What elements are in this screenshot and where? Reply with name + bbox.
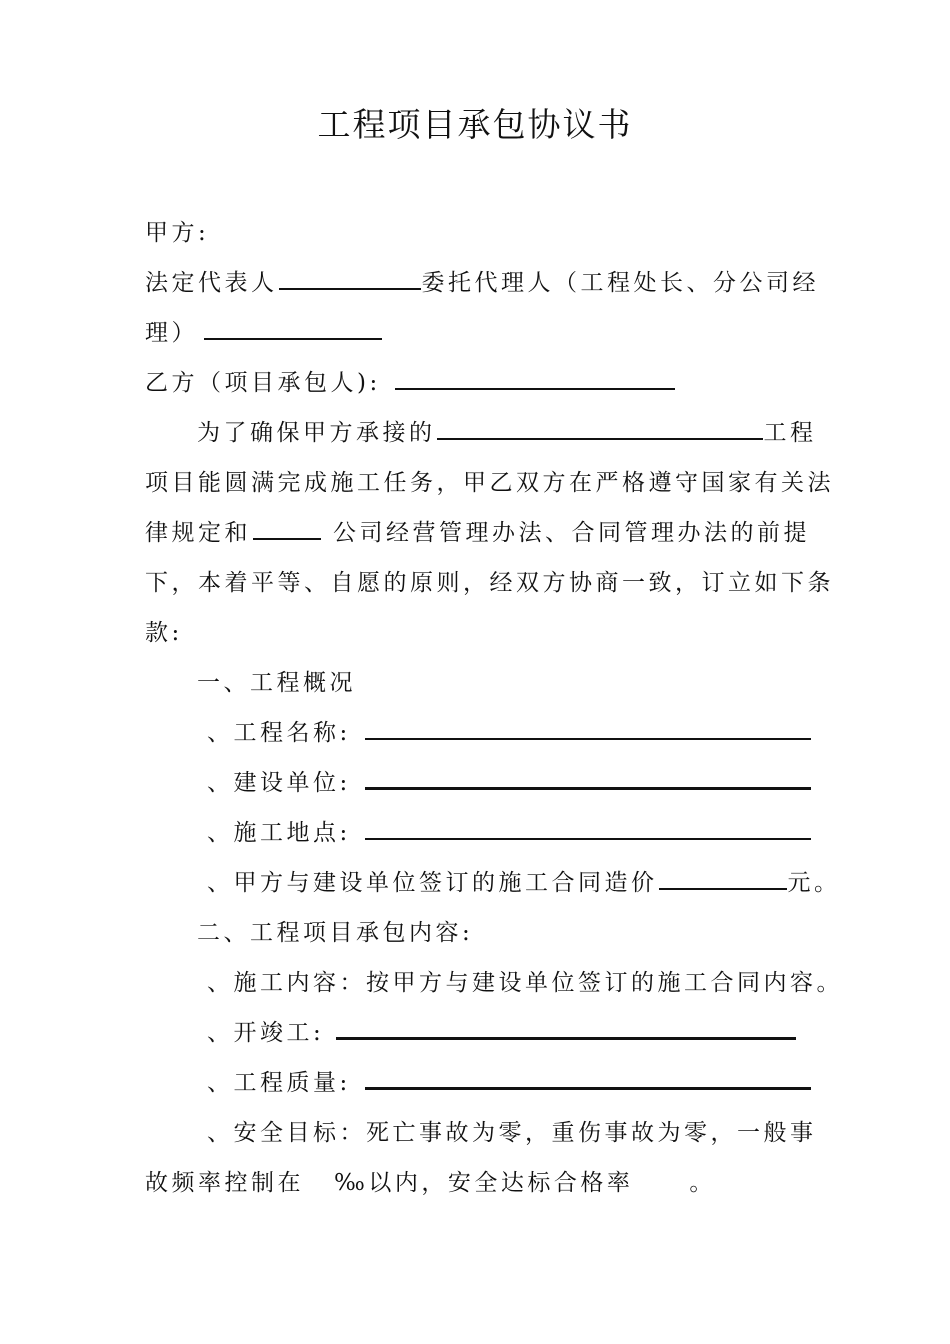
builder-blank[interactable]	[365, 765, 811, 790]
location-line	[207, 808, 813, 858]
price-line	[207, 858, 841, 908]
intro-text-1b: 工程	[763, 420, 817, 446]
schedule-line	[207, 1008, 798, 1058]
quality-label: 、工程质量:	[207, 1070, 351, 1096]
intro-line-2	[145, 458, 834, 508]
intro-line-3	[145, 508, 810, 558]
builder-label: 、建设单位:	[207, 770, 351, 796]
content-line	[207, 958, 843, 1008]
intro-text-2: 项目能圆满完成施工任务，甲乙双方在严格遵守国家有关法	[145, 470, 834, 496]
section2-heading-text: 二、工程项目承包内容:	[197, 920, 474, 946]
intro-line-5	[145, 608, 183, 658]
quality-blank[interactable]	[365, 1065, 811, 1090]
schedule-blank[interactable]	[336, 1015, 796, 1040]
company-blank[interactable]	[253, 516, 321, 540]
party-a-line	[145, 208, 209, 258]
content-text: 、施工内容：按甲方与建设单位签订的施工合同内容。	[207, 970, 843, 996]
agent-label: 委托代理人（工程处长、分公司经	[421, 270, 819, 296]
section1-heading	[197, 658, 356, 708]
project-name-line	[207, 708, 813, 758]
price-unit: 元。	[787, 870, 841, 896]
document-title: 工程项目承包协议书	[317, 105, 633, 144]
schedule-label: 、开竣工:	[207, 1020, 325, 1046]
project-name-label: 、工程名称:	[207, 720, 351, 746]
price-label: 、甲方与建设单位签订的施工合同造价	[207, 870, 658, 896]
intro-text-3a: 律规定和	[145, 520, 251, 546]
party-a-label: 甲方:	[145, 220, 210, 246]
legal-rep-label: 法定代表人	[145, 270, 278, 296]
location-label: 、施工地点:	[207, 820, 351, 846]
project-name-blank[interactable]	[365, 716, 811, 740]
section2-heading	[197, 908, 473, 958]
section1-heading-text: 一、工程概况	[197, 670, 356, 696]
legal-rep-line	[145, 258, 819, 308]
party-b-label: 乙方（项目承包人):	[145, 370, 381, 396]
agent-label-cont: 理）	[145, 320, 198, 346]
agent-cont-line	[145, 308, 384, 358]
safety-text-2b: ‰以内，安全达标合格率	[334, 1170, 634, 1196]
location-blank[interactable]	[365, 816, 811, 840]
project-blank[interactable]	[437, 416, 763, 440]
safety-text-1: 、安全目标：死亡事故为零，重伤事故为零，一般事	[207, 1120, 817, 1146]
agent-blank[interactable]	[204, 316, 382, 340]
intro-text-3b: 公司经营管理办法、合同管理办法的前提	[333, 520, 810, 546]
builder-line	[207, 758, 813, 808]
quality-line	[207, 1058, 813, 1108]
intro-line-4	[145, 558, 834, 608]
safety-line-1	[207, 1108, 817, 1158]
intro-text-4: 下，本着平等、自愿的原则，经双方协商一致，订立如下条	[145, 570, 834, 596]
party-b-blank[interactable]	[395, 366, 675, 390]
intro-line-1	[197, 408, 817, 458]
safety-line-2	[145, 1158, 716, 1208]
safety-text-2a: 故频率控制在	[145, 1170, 304, 1196]
party-b-line	[145, 358, 677, 408]
legal-rep-blank[interactable]	[279, 266, 421, 290]
safety-text-2c: 。	[689, 1170, 716, 1196]
intro-text-1a: 为了确保甲方承接的	[197, 420, 436, 446]
price-blank[interactable]	[659, 866, 787, 890]
intro-text-5: 款:	[145, 620, 183, 646]
